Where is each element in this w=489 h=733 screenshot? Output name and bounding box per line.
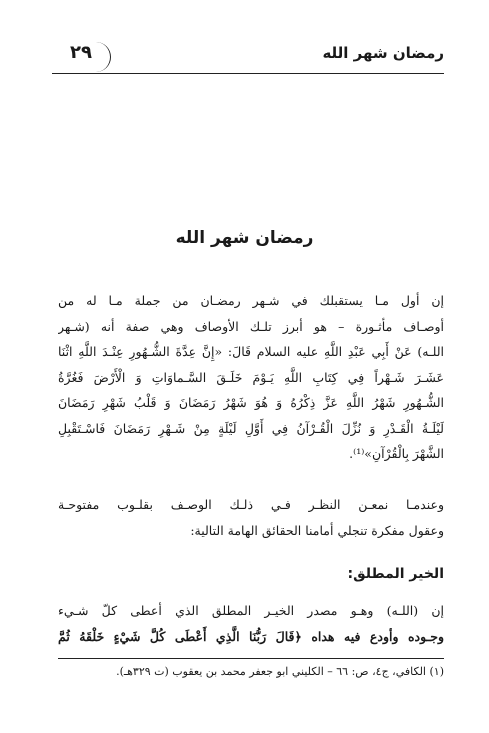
paragraph-line: أوصـاف مأثـورة – هو أبرز تلـك الأوصاف وهي صفة أنه (شـهر — [58, 318, 444, 334]
paragraph-line-quran: وجـوده وأودع فيه هداه ﴿قَالَ رَبُّنَا الَّذِي أَعْطَى كُلَّ شَيْءٍ خَلْقَهُ ثُمَّ — [58, 628, 444, 644]
section-title: رمضان شهر الله — [175, 228, 314, 248]
page-number: ٢٩ — [70, 42, 92, 63]
paragraph-line: عَشَـرَ شَـهْراً فِي كِتَابِ اللَّهِ يَـوْمَ خَلَـقَ السَّـماوَاتِ وَ الْأَرْضَ فَغُرَّةُ — [58, 369, 444, 385]
paragraph-line: إن (اللـه) وهـو مصدر الخيـر المطلق الذي أعطى كلّ شـيء — [58, 603, 444, 618]
paragraph-reflection — [58, 492, 444, 543]
paragraph-line: الشَّهْرَ بِالْقُرْآنِ»⁽¹⁾. — [349, 446, 444, 461]
paragraph-line: لَيْلَـةُ الْقَـدْرِ وَ نُزِّلَ الْقُـرْآنُ فِي أَوَّلِ لَيْلَةٍ مِنْ شَـهْرِ رَمَضَانَ فَاسْـتَقْبِلِ — [58, 420, 444, 436]
footnote: (١) الكافي، ج٤، ص: ٦٦ – الكليني ابو جعفر محمد بن يعقوب (ت ٣٢٩هـ). — [116, 665, 444, 678]
running-title: رمضان شهر الله — [322, 44, 444, 62]
paragraph-absolute-good — [58, 598, 444, 649]
paragraph-line: الشُّـهُورِ شَهْرُ اللَّهِ عَزَّ ذِكْرُهُ وَ هُوَ شَهْرُ رَمَضَانَ وَ قَلْبُ شَهْرِ رَمَضَانَ — [58, 395, 444, 410]
paragraph-line: وعندمـا نمعـن النظـر فـي ذلـك الوصـف بقلـوب مفتوحـة — [58, 497, 444, 512]
paragraph-intro — [58, 288, 444, 467]
paragraph-line: إن أول مـا يستقبلك في شـهر رمضـان من جملة مـا له من — [58, 293, 444, 308]
header-rule — [52, 73, 444, 74]
running-header — [52, 40, 444, 74]
paragraph-line: وعقول مفكرة تنجلي أمامنا الحقائق الهامة التالية: — [190, 522, 444, 538]
paragraph-line: اللـه) عَنْ أَبِي عَبْدِ اللَّهِ عليه السلام قَالَ: «إِنَّ عِدَّةَ الشُّـهُورِ عِنْـدَ اللَّهِ اثْنَا — [58, 344, 444, 359]
subheading-absolute-good: الخير المطلق: — [347, 566, 444, 582]
footnote-divider — [58, 658, 444, 659]
